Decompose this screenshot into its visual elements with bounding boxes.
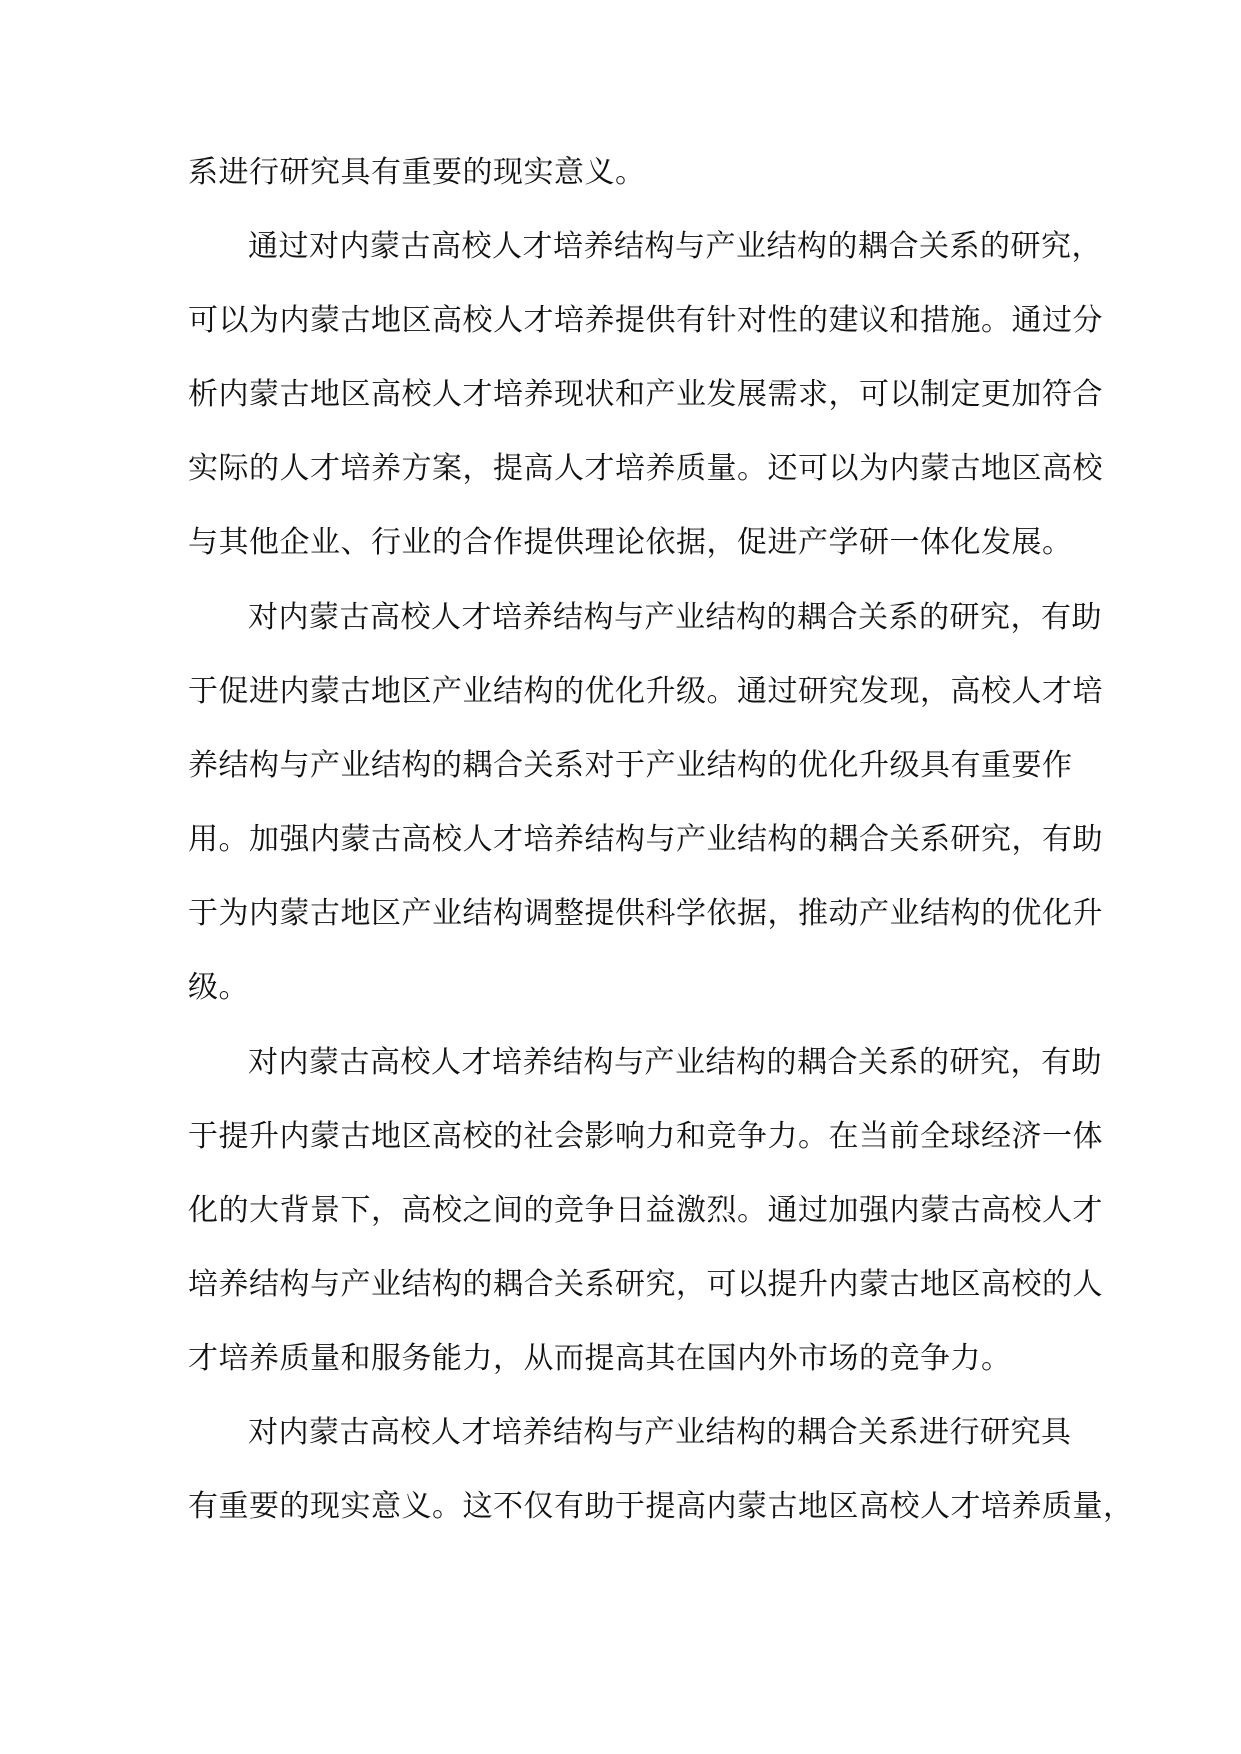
text-line: 与其他企业、行业的合作提供理论依据，促进产学研一体化发展。 — [188, 525, 1073, 560]
text-line: 系进行研究具有重要的现实意义。 — [188, 155, 646, 190]
text-line: 用。加强内蒙古高校人才培养结构与产业结构的耦合关系研究，有助 — [188, 822, 1103, 857]
paragraph-first-line: 对内蒙古高校人才培养结构与产业结构的耦合关系的研究，有助 — [248, 600, 1102, 635]
paragraph-first-line: 对内蒙古高校人才培养结构与产业结构的耦合关系进行研究具 — [248, 1415, 1072, 1450]
paragraph-first-line: 通过对内蒙古高校人才培养结构与产业结构的耦合关系的研究， — [248, 229, 1102, 264]
text-line: 养结构与产业结构的耦合关系对于产业结构的优化升级具有重要作 — [188, 748, 1073, 783]
text-line: 于促进内蒙古地区产业结构的优化升级。通过研究发现，高校人才培 — [188, 674, 1103, 709]
text-line: 可以为内蒙古地区高校人才培养提供有针对性的建议和措施。通过分 — [188, 303, 1103, 338]
paragraph-first-line: 对内蒙古高校人才培养结构与产业结构的耦合关系的研究，有助 — [248, 1045, 1102, 1080]
text-line: 析内蒙古地区高校人才培养现状和产业发展需求，可以制定更加符合 — [188, 377, 1103, 412]
text-line: 级。 — [188, 970, 249, 1005]
text-line: 才培养质量和服务能力，从而提高其在国内外市场的竞争力。 — [188, 1341, 1012, 1376]
text-line: 于提升内蒙古地区高校的社会影响力和竞争力。在当前全球经济一体 — [188, 1119, 1103, 1154]
text-line: 有重要的现实意义。这不仅有助于提高内蒙古地区高校人才培养质量， — [188, 1489, 1134, 1524]
text-line: 实际的人才培养方案，提高人才培养质量。还可以为内蒙古地区高校 — [188, 451, 1103, 486]
text-line: 培养结构与产业结构的耦合关系研究，可以提升内蒙古地区高校的人 — [188, 1267, 1103, 1302]
text-line: 化的大背景下，高校之间的竞争日益激烈。通过加强内蒙古高校人才 — [188, 1193, 1103, 1228]
text-line: 于为内蒙古地区产业结构调整提供科学依据，推动产业结构的优化升 — [188, 896, 1103, 931]
